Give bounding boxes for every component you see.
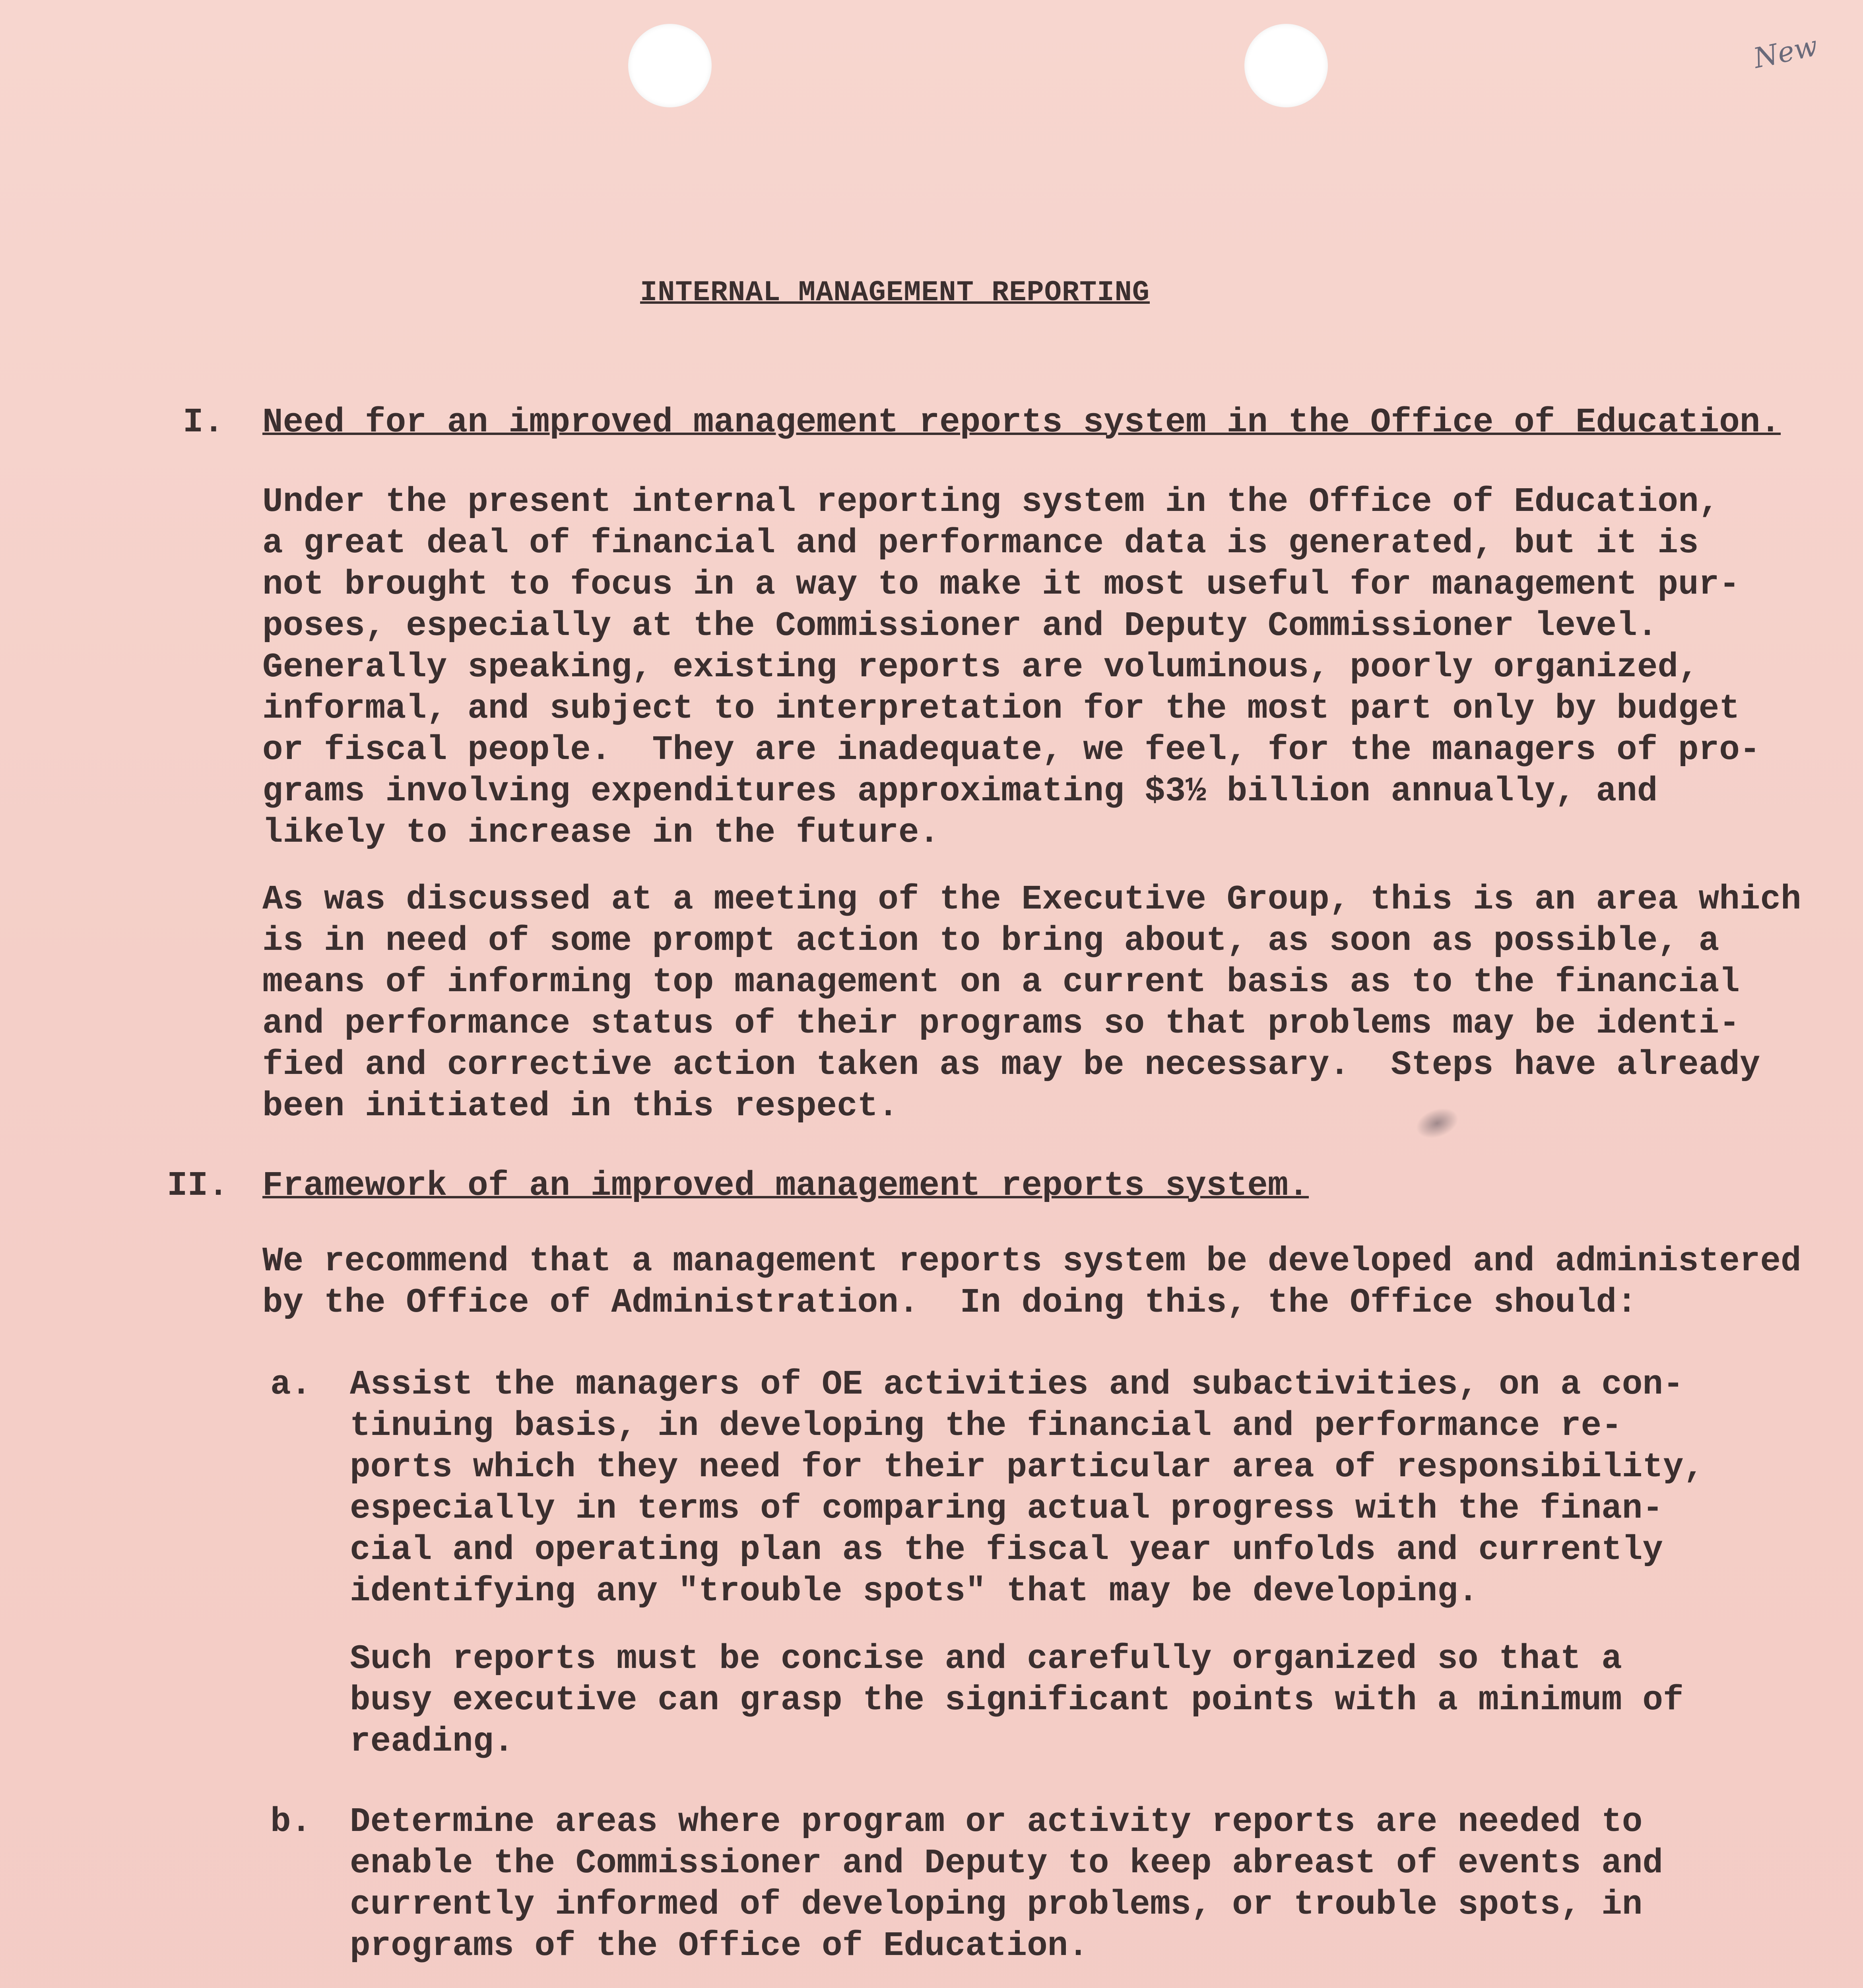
item-b-paragraph <box>350 1801 1663 1967</box>
section-1-heading <box>183 402 1813 445</box>
section-1-title: Need for an improved management reports system in the Office of Education. <box>262 403 1781 442</box>
text-line: Under the present internal reporting system in the Office of Education, <box>262 482 1719 521</box>
text-line: or fiscal people. They are inadequate, we feel, for the managers of pro- <box>262 730 1760 769</box>
section-2-number: II. <box>167 1166 229 1205</box>
section-1-number: I. <box>183 403 224 442</box>
text-line: a great deal of financial and performance data is generated, but it is <box>262 524 1699 563</box>
item-b-letter: b. <box>270 1802 312 1841</box>
text-line: Such reports must be concise and carefully organized so that a <box>350 1639 1622 1678</box>
section-2-heading <box>167 1165 1797 1209</box>
text-line: fied and corrective action taken as may be necessary. Steps have already <box>262 1045 1760 1084</box>
text-line: Generally speaking, existing reports are voluminous, poorly organized, <box>262 648 1699 687</box>
text-line: likely to increase in the future. <box>262 813 940 852</box>
text-line: by the Office of Administration. In doing this, the Office should: <box>262 1283 1637 1322</box>
text-line: currently informed of developing problems, or trouble spots, in <box>350 1885 1643 1924</box>
text-line: Assist the managers of OE activities and subactivities, on a con- <box>350 1365 1684 1404</box>
text-line: Determine areas where program or activity reports are needed to <box>350 1802 1643 1841</box>
section-1-paragraph-1 <box>262 481 1760 853</box>
item-a-paragraph-2 <box>350 1638 1684 1762</box>
text-line: enable the Commissioner and Deputy to keep abreast of events and <box>350 1844 1663 1883</box>
text-line: and performance status of their programs so that problems may be identi- <box>262 1004 1740 1043</box>
punch-hole <box>628 24 712 107</box>
punch-hole <box>1244 24 1328 107</box>
text-line: poses, especially at the Commissioner and Deputy Commissioner level. <box>262 606 1658 645</box>
item-a-paragraph-1 <box>350 1364 1704 1612</box>
section-1-paragraph-2 <box>262 879 1801 1127</box>
text-line: busy executive can grasp the significant points with a minimum of <box>350 1681 1684 1720</box>
text-line: As was discussed at a meeting of the Executive Group, this is an area which <box>262 880 1801 919</box>
text-line: cial and operating plan as the fiscal year unfolds and currently <box>350 1530 1663 1569</box>
section-2-title: Framework of an improved management reports system. <box>262 1166 1309 1205</box>
text-line: identifying any "trouble spots" that may be developing. <box>350 1572 1479 1611</box>
item-a-letter: a. <box>270 1365 312 1404</box>
document-title: INTERNAL MANAGEMENT REPORTING <box>640 276 1150 309</box>
text-line: not brought to focus in a way to make it most useful for management pur- <box>262 565 1740 604</box>
text-line: grams involving expenditures approximating $3½ billion annually, and <box>262 772 1658 811</box>
text-line: is in need of some prompt action to bring about, as soon as possible, a <box>262 921 1719 960</box>
text-line: reading. <box>350 1722 514 1761</box>
text-line: programs of the Office of Education. <box>350 1926 1089 1965</box>
handwritten-note: New <box>1750 29 1821 75</box>
section-2-intro <box>262 1241 1801 1323</box>
text-line: means of informing top management on a current basis as to the financial <box>262 963 1740 1002</box>
text-line: We recommend that a management reports system be developed and administered <box>262 1242 1801 1281</box>
text-line: especially in terms of comparing actual progress with the finan- <box>350 1489 1663 1528</box>
text-line: tinuing basis, in developing the financial and performance re- <box>350 1406 1622 1445</box>
text-line: informal, and subject to interpretation for the most part only by budget <box>262 689 1740 728</box>
text-line: been initiated in this respect. <box>262 1087 899 1126</box>
text-line: ports which they need for their particular area of responsibility, <box>350 1448 1704 1487</box>
